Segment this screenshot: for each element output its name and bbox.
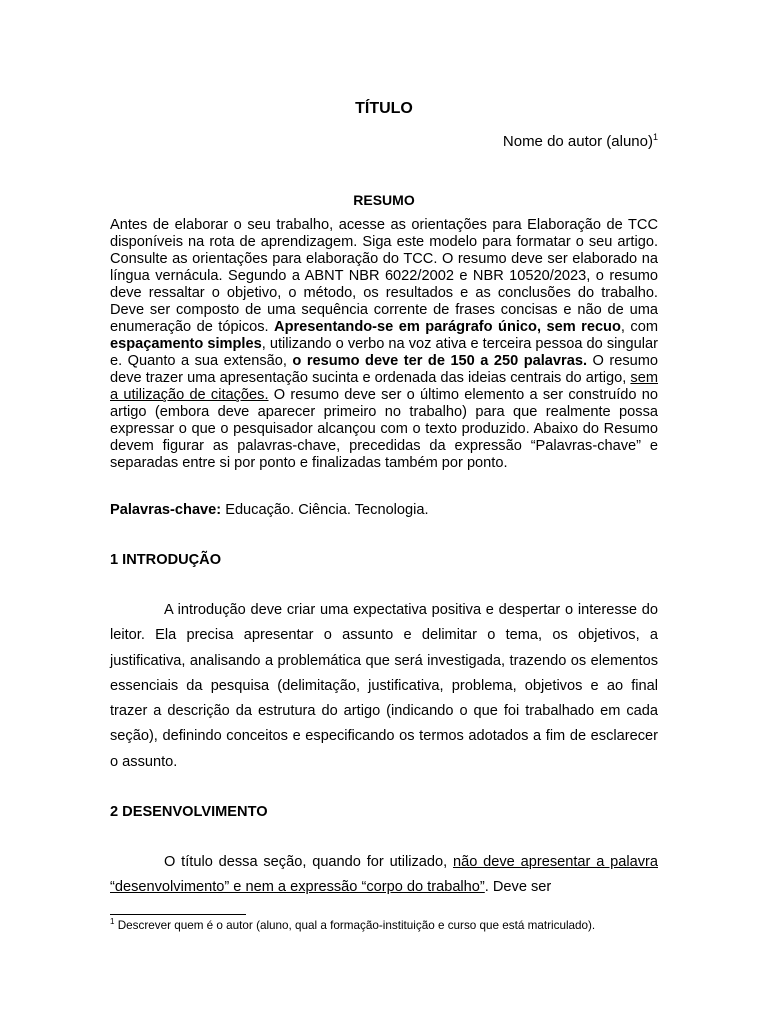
author-text: Nome do autor (aluno): [502, 133, 653, 150]
abstract-bold-2: espaçamento simples: [110, 336, 262, 352]
keywords-line: [110, 502, 658, 518]
development-underline: não deve apresentar a palavra “desenvolvimento” e nem a expressão “corpo do trabalho”: [110, 854, 658, 896]
keywords-text: Educação. Ciência. Tecnologia.: [221, 502, 429, 518]
abstract-underline-1: sem a utilização de citações.: [110, 370, 658, 403]
development-paragraph: [110, 850, 658, 901]
footnote-separator: [110, 914, 246, 915]
development-text-2: . Deve ser: [484, 879, 552, 896]
author-name: [503, 133, 658, 150]
keywords-label: Palavras-chave:: [110, 502, 222, 518]
section-heading-introduction: 1 INTRODUÇÃO: [110, 552, 222, 568]
abstract-text-2: , com: [620, 319, 658, 335]
abstract-text-5: O resumo deve ser o último elemento a ser construído no artigo (embora deve aparecer primeiro no trabalho) para que realmente possa expressar o que o pesquisador alcançou com o texto produzido. Abaixo do Resumo devem figurar as palavras-chave, precedidas da expressão “Palavras-chave” e separadas entre si por ponto e finalizadas também por ponto.: [110, 387, 658, 471]
abstract-heading: RESUMO: [353, 192, 415, 208]
footnote: [110, 919, 710, 932]
footnote-mark: 1: [110, 917, 115, 927]
footnote-text: Descrever quem é o autor (aluno, qual a formação-instituição e curso que está matriculado).: [114, 919, 596, 932]
section-heading-development: 2 DESENVOLVIMENTO: [110, 804, 268, 820]
introduction-paragraph: A introdução deve criar uma expectativa positiva e despertar o interesse do leitor. Ela precisa apresentar o assunto e delimitar o tema, os objetivos, a justificativa, analisando a problemática que será investigada, trazendo os elementos essenciais da pesquisa (delimitação, justificativa, problema, objetivos e ao final trazer a descrição da estrutura do artigo (indicando o que foi trabalhado em cada seção), definindo conceitos e especificando os termos adotados a fim de esclarecer o assunto.: [110, 602, 658, 770]
abstract-bold-3: o resumo deve ter de 150 a 250 palavras.: [292, 353, 588, 369]
abstract-paragraph: [110, 217, 658, 472]
abstract-text-1: Antes de elaborar o seu trabalho, acesse as orientações para Elaboração de TCC disponíveis na rota de aprendizagem. Siga este modelo para formatar o seu artigo. Consulte as orientações para elaboração do TCC. O resumo deve ser elaborado na língua vernácula. Segundo a ABNT NBR 6022/2002 e NBR 10520/2023, o resumo deve ressaltar o objetivo, o método, os resultados e as conclusões do trabalho. Deve ser composto de uma sequência corrente de frases concisas e não de uma enumeração de tópicos.: [110, 217, 658, 335]
author-footnote-mark: 1: [652, 132, 658, 142]
abstract-bold-1: Apresentando-se em parágrafo único, sem recuo: [274, 319, 621, 335]
abstract-text-3: , utilizando o verbo na voz ativa e terceira pessoa do singular e. Quanto a sua extensão,: [110, 336, 658, 369]
development-text-1: O título dessa seção, quando for utilizado,: [164, 854, 453, 870]
abstract-text-4: O resumo deve trazer uma apresentação sucinta e ordenada das ideias centrais do artigo,: [110, 353, 659, 386]
document-title: TÍTULO: [355, 100, 413, 117]
